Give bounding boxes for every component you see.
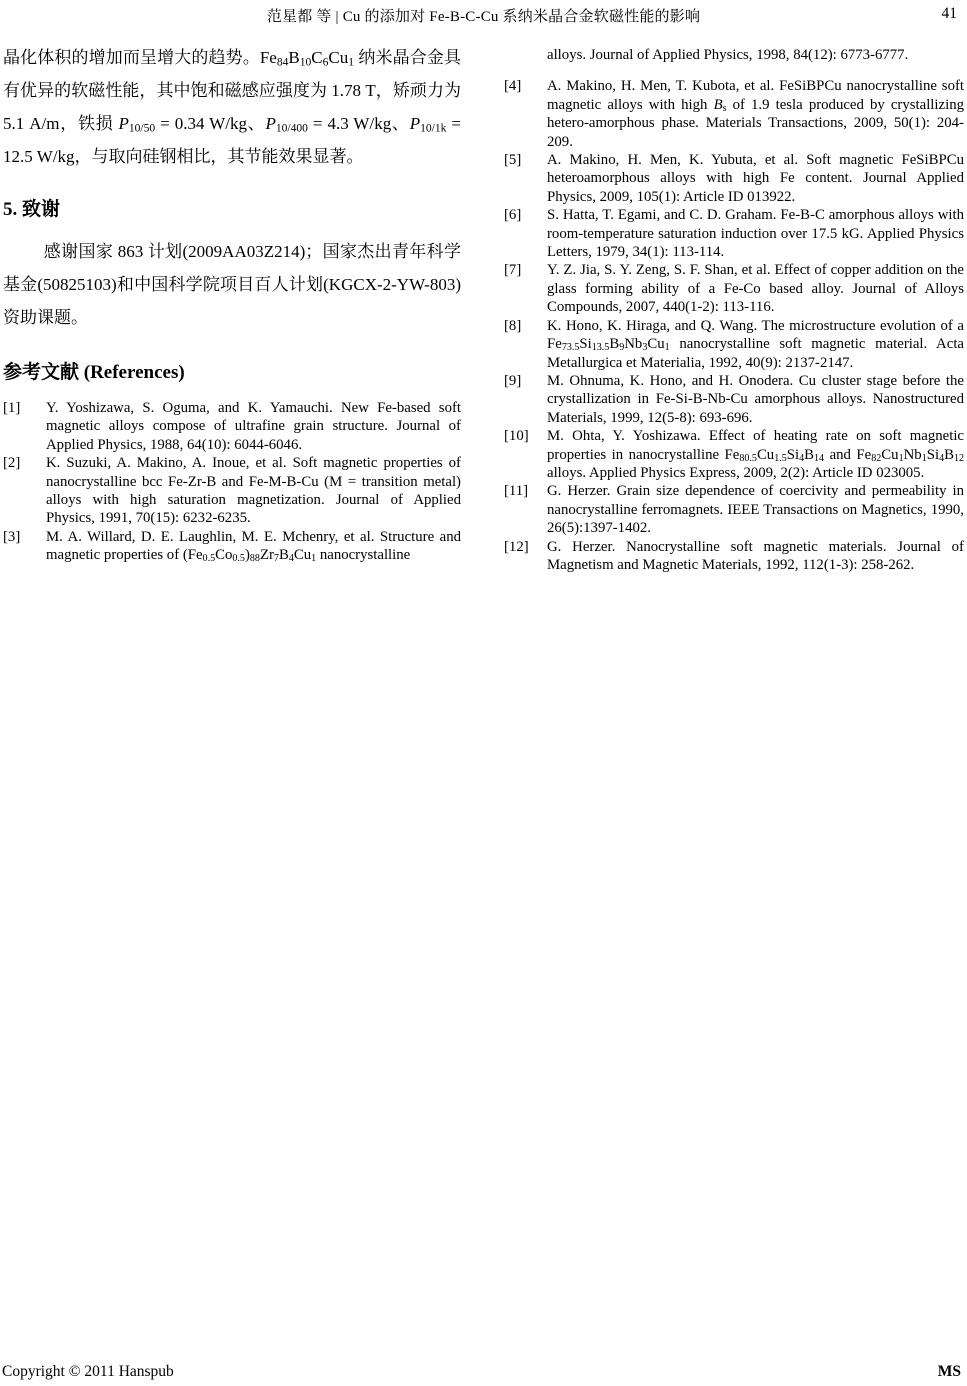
reference-text: Y. Yoshizawa, S. Oguma, and K. Yamauchi. New Fe-based soft magnetic alloys compose of ultrafine grain structure. Journal of Applied Physics, 1988, 64(10): 6044-6046. <box>46 400 461 453</box>
reference-number: [8] <box>504 317 522 334</box>
reference-item <box>504 206 964 261</box>
reference-number: [5] <box>504 152 522 169</box>
copyright-text: Copyright © 2011 Hanspub <box>2 1363 174 1380</box>
page-header <box>0 0 967 29</box>
reference-text: S. Hatta, T. Egami, and C. D. Graham. Fe-B-C amorphous alloys with room-temperature saturation induction over 17.5 kG. Applied Physics Letters, 1979, 34(1): 113-114. <box>547 207 964 261</box>
reference-item <box>504 77 964 151</box>
reference-number: [3] <box>3 528 21 545</box>
reference-number: [4] <box>504 78 522 95</box>
reference-text: G. Herzer. Nanocrystalline soft magnetic materials. Journal of Magnetism and Magnetic Materials, 1992, 112(1-3): 258-262. <box>547 538 964 573</box>
reference-number: [10] <box>504 428 529 445</box>
reference-list-left <box>3 399 461 565</box>
reference-number: [11] <box>504 483 529 500</box>
reference-item <box>3 399 461 454</box>
reference-text: Y. Z. Jia, S. Y. Zeng, S. F. Shan, et al. Effect of copper addition on the glass forming ability of a Fe-Co based alloy. Journal of Alloys Compounds, 2007, 440(1-2): 113-116. <box>547 262 964 316</box>
acknowledgements-heading: 5. 致谢 <box>3 199 61 220</box>
reference-item <box>504 427 964 482</box>
reference-text: K. Suzuki, A. Makino, A. Inoue, et al. Soft magnetic properties of nanocrystalline bcc Fe-Zr-B and Fe-M-B-Cu (M = transition metal) alloys with high saturation magnetization. Journal of Applied Physics, 1991, 70(15): 6232-6235. <box>46 455 461 527</box>
reference-text: G. Herzer. Grain size dependence of coercivity and permeability in nanocrystalline ferromagnets. IEEE Transactions on Magnetics, 1990, 26(5):1397-1402. <box>547 483 964 537</box>
running-head-title: 范星都 等 | Cu 的添加对 Fe-B-C-Cu 系纳米晶合金软磁性能的影响 <box>266 9 701 25</box>
reference-text: K. Hono, K. Hiraga, and Q. Wang. The microstructure evolution of a $Fe_{73.5}Si_{13.5}B_9Nb_3Cu_1$ nanocrystalline soft magnetic material. Acta Metallurgica et Materialia, 1992, 40(9): 2137-2147. <box>547 317 964 371</box>
reference-number: [6] <box>504 207 522 224</box>
reference-3-continuation: alloys. Journal of Applied Physics, 1998, 84(12): 6773-6777. <box>547 47 909 63</box>
reference-item <box>504 482 964 537</box>
reference-number: [9] <box>504 372 522 389</box>
left-column <box>3 41 461 574</box>
reference-text: M. Ohnuma, K. Hono, and H. Onodera. Cu cluster stage before the crystallization in Fe-Si-B-Nb-Cu amorphous alloys. Nanostructured Materials, 1999, 12(5-8): 693-696. <box>547 372 964 426</box>
reference-number: [7] <box>504 262 522 279</box>
reference-item <box>504 538 964 575</box>
page-number: 41 <box>941 5 957 22</box>
reference-text: A. Makino, H. Men, T. Kubota, et al. FeSiBPCu nanocrystalline soft magnetic alloys with high $B_s$ of 1.9 tesla produced by crystallizing hetero-amorphous phase. Materials Transactions, 2009, 50(1): 204-209. <box>547 78 964 150</box>
reference-item <box>504 317 964 372</box>
reference-item <box>504 261 964 316</box>
reference-item <box>3 528 461 565</box>
references-heading: 参考文献 (References) <box>3 362 185 383</box>
reference-item <box>504 372 964 427</box>
reference-text: M. Ohta, Y. Yoshizawa. Effect of heating rate on soft magnetic properties in nanocrystalline $Fe_{80.5}Cu_{1.5}Si_4B_{14}$ and $Fe_{82}Cu_1Nb_1Si_4B_{12}$ alloys. Applied Physics Express, 2009, 2(2): Article ID 023005. <box>547 428 965 481</box>
reference-number: [12] <box>504 538 529 555</box>
acknowledgements-paragraph: 感谢国家 863 计划(2009AA03Z214)；国家杰出青年科学基金(50825103)和中国科学院项目百人计划(KGCX-2-YW-803)资助课题。 <box>3 242 461 327</box>
reference-item <box>504 151 964 206</box>
reference-number: [1] <box>3 400 21 416</box>
page-footer <box>2 1363 961 1381</box>
journal-code: MS <box>937 1363 961 1380</box>
right-column <box>504 46 964 574</box>
reference-item <box>3 454 461 528</box>
reference-number: [2] <box>3 455 21 472</box>
two-column-body <box>0 41 967 574</box>
conclusion-paragraph: 晶化体积的增加而呈增大的趋势。$Fe_{84}B_{10}C_6Cu_1$ 纳米晶合金具有优异的软磁性能，其中饱和磁感应强度为 1.78 T，矫顽力为 5.1 A/m，铁损 $P_{10/50} = 0.34$ W/kg、$P_{10/400} = 4.3$ W/kg、$P_{10/1k} = 12.5$ W/kg，与取向硅钢相比，其节能效果显著。 <box>3 48 462 166</box>
reference-text: A. Makino, H. Men, K. Yubuta, et al. Soft magnetic FeSiBPCu heteroamorphous alloys with high Fe content. Journal Applied Physics, 2009, 105(1): Article ID 013922. <box>547 152 964 205</box>
reference-list-right <box>504 77 964 574</box>
reference-text: M. A. Willard, D. E. Laughlin, M. E. Mchenry, et al. Structure and magnetic properties of $(Fe_{0.5}Co_{0.5})_{88}Zr_7B_4Cu_1$ nanocrystalline <box>46 528 461 565</box>
